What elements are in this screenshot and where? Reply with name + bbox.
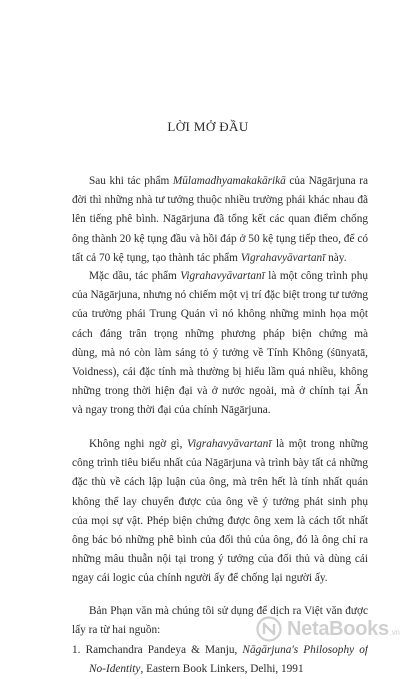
text-run: tất cả 70 kệ tụng, tạo thành tác phẩm [72,251,241,264]
netabooks-logo-icon [256,616,282,642]
netabooks-watermark [256,615,400,643]
text-run: của mọi sự vật. Phép biện chứng được ông xem là cách tốt nhất [72,514,368,527]
text-run: đời thì những nhà tư tưởng thuộc nhiều trường phái khác nhau đã [72,194,368,207]
text-line [72,401,368,420]
watermark-text [287,618,400,641]
text-run: lên tiếng phê bình. Nāgārjuna đã tổng kết các quan điểm chống [72,213,368,226]
text-run: lấy ra từ hai nguồn: [72,624,161,637]
page-title: LỜI MỞ ĐẦU [167,119,249,134]
text-line [72,325,368,344]
text-run: của Nāgārjuna, nhưng nó chiếm một vị trí đặc biệt trong tư tưởng [72,289,368,302]
text-line [72,550,368,569]
text-line [72,172,368,191]
text-run: đặc thù về cách lập luận của ông, mà trên hết là tính nhất quán [72,476,368,489]
text-run: công trình tiêu biểu nhất của Nāgārjuna và trình bày tất cả những [72,457,368,470]
paragraph-1 [72,172,368,268]
text-run: cách đáng trân trọng những phương pháp biện chứng mà [72,327,368,340]
text-line [72,641,368,660]
reference-1 [72,641,368,679]
text-line [72,305,368,324]
text-run: không thể lay chuyển được của ông về ý tưởng phát sinh phụ [72,495,368,508]
text-line [72,363,368,382]
italic-title: No-Identity [89,663,141,676]
text-line [72,267,368,286]
paragraph-3 [72,435,368,589]
text-run: là một công trình phụ [264,270,368,282]
text-run: , Eastern Book Linkers, Delhi, 1991 [140,663,304,676]
text-run: của Nāgārjuna ra [285,175,368,187]
text-line [72,210,368,229]
text-run: Sau khi tác phẩm [89,175,173,187]
text-run: những mâu thuẫn nội tại trong ý tưởng của đối thủ và dùng cái [72,553,368,566]
italic-title: Mūlamadhyamakakārikā [172,175,286,187]
text-run: dùng, mà nó còn làm sáng tỏ ý tưởng về Tính Không (śūnyatā, [72,346,368,359]
italic-title: Vigrahavyāvartanī [186,438,272,450]
italic-title: Vigrahavyāvartanī [240,251,326,264]
text-line [72,382,368,401]
text-line [72,454,368,473]
text-line [72,435,368,454]
text-line [72,249,368,268]
text-line [72,660,368,679]
text-line [72,493,368,512]
italic-title: Vigrahavyāvartanī [180,270,265,282]
italic-title: Nāgārjuna's Philosophy of [242,644,368,656]
text-run: Không nghi ngờ gì, [89,438,187,450]
text-run: và ngay trong thời đại của chính Nāgārjuna. [72,404,271,417]
text-line [72,344,368,363]
text-run: Mặc dầu, tác phẩm [89,270,181,282]
text-line [72,286,368,305]
text-run: ngay cái logic của chính người ấy để chống lại người ấy. [72,572,328,585]
text-run: Voidness), cái đặc tính mà thường bị hiểu lầm quá nhiều, không [72,365,368,378]
text-line [72,531,368,550]
text-run: ông thành 20 kệ tụng đầu và hồi đáp ở 50 kệ tụng tiếp theo, để có [72,232,368,245]
watermark-suffix: .vn [389,627,400,637]
text-run: này. [325,251,347,264]
text-run: của trường phái Trung Quán vì nó không những minh họa một [72,308,368,321]
text-run: 1. Ramchandra Pandeya & Manju, [72,644,243,656]
text-line [72,473,368,492]
text-run: ông bác bỏ những phê bình của đối thủ của ông, đó là ông chỉ ra [72,533,368,546]
text-line [72,191,368,210]
text-run: Bản Phạn văn mà chúng tôi sử dụng để dịch ra Việt văn được [89,605,368,617]
watermark-name: NetaBooks [287,617,389,640]
text-line [72,230,368,249]
paragraph-2 [72,267,368,421]
text-line [72,512,368,531]
text-line [72,569,368,588]
text-run: những trong thời hiện đại và ở nước ngoài, mà ở chính tại Ấn [72,385,368,398]
text-run: là một trong những [271,438,368,450]
